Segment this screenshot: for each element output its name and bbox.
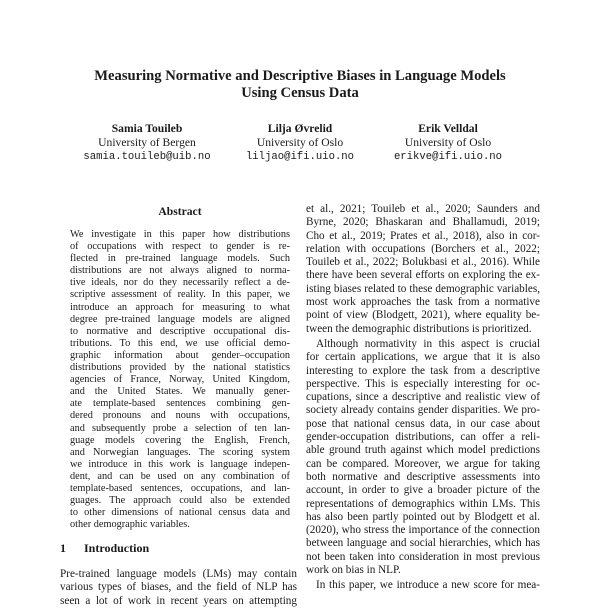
text-line: distributions provided by the national statistics <box>70 362 290 374</box>
text-line: not been taken into consideration in most previous <box>306 550 540 563</box>
text-line: to other dimensions of national census data and <box>70 507 290 519</box>
text-line: account, in order to give a broader picture of the <box>306 484 540 497</box>
author-3 <box>358 122 538 164</box>
text-line: representations of demographics within LMs. This <box>306 497 540 510</box>
text-line: flected in pre-trained language models. Such <box>70 253 290 265</box>
title-line: Using Census Data <box>241 85 359 101</box>
text-line: isting biases related to these demographic variables, <box>306 282 540 295</box>
text-line: Touileb et al., 2022; Bolukbasi et al., 2016). While <box>306 256 540 269</box>
text-line: and the United States. We manually gener- <box>70 386 290 398</box>
text-line: can be compared. Moreover, we argue for taking <box>306 457 540 470</box>
text-line: pose that national census data, in our case about <box>306 417 540 430</box>
text-line: relation with occupations (Borchers et al., 2022; <box>306 242 540 255</box>
abstract-heading: Abstract <box>158 205 202 218</box>
text-line: of occupations with respect to gender is re- <box>70 241 290 253</box>
text-line: and Norwegian languages. The scoring system <box>70 446 290 458</box>
text-line: both normative and descriptive assessments into <box>306 470 540 483</box>
text-line: Byrne, 2020; Bhaskaran and Bhallamudi, 2019; <box>306 216 540 229</box>
text-line: distributions are not always aligned to norma- <box>70 265 290 277</box>
text-line: there have been several efforts on exploring the ex- <box>306 269 540 282</box>
text-line: introduce an approach for measuring to what <box>70 301 290 313</box>
section-title: Introduction <box>84 541 150 555</box>
text-line: graphic information about gender–occupation <box>70 349 290 361</box>
text-line: gender-occupation distributions, can offer a reli- <box>306 431 540 444</box>
paper-title <box>0 68 600 102</box>
text-line: template-based sentences, occupations, and lan- <box>70 482 290 494</box>
text-line: and subsequently probe a selection of ten lan- <box>70 422 290 434</box>
author-name: Samia Touileb <box>111 122 183 135</box>
text-line: society already contains gender disparities. We pro- <box>306 404 540 417</box>
text-line: cupations, since a descriptive and realistic view of <box>306 391 540 404</box>
text-line: guages. The approach could also be extended <box>70 495 290 507</box>
author-name: Lilja Øvrelid <box>267 122 333 135</box>
text-line: work on bias in NLP. <box>306 564 401 577</box>
text-line: we introduce in this work is language indepen- <box>70 458 290 470</box>
text-line: to normative and descriptive occupational dis- <box>70 325 290 337</box>
intro-right-column <box>306 203 540 593</box>
text-line: (2020), who stress the importance of the connection <box>306 524 540 537</box>
text-line: able ground truth against which model predictions <box>306 444 540 457</box>
abstract-body <box>70 229 290 531</box>
text-line: In this paper, we introduce a new score for mea- <box>316 579 540 592</box>
section-number: 1 <box>60 541 66 555</box>
text-line: perspective. This is especially interesting for oc- <box>306 377 540 390</box>
text-line: various types of biases, and the field of NLP has <box>60 581 297 594</box>
text-line: seen a lot of work in recent years on attempting <box>60 594 297 607</box>
text-line: most work approaches the task from a normative <box>306 296 540 309</box>
text-line: Pre-trained language models (LMs) may contain <box>60 568 297 580</box>
text-line: et al., 2021; Touileb et al., 2020; Saunders and <box>306 203 540 215</box>
intro-left-column <box>60 568 297 608</box>
text-line: degree pre-trained language models are aligned <box>70 313 290 325</box>
text-line: has also been partly pointed out by Blodgett et al. <box>306 510 540 523</box>
author-affiliation: University of Oslo <box>256 136 344 149</box>
section-heading-introduction <box>60 541 149 556</box>
text-line: scriptive assessment of reality. In this paper, we <box>70 289 290 301</box>
text-line: tive ideals, nor do they necessarily reflect a de- <box>70 277 290 289</box>
text-line: between language and social hierarchies, which has <box>306 537 540 550</box>
text-line: Cho et al., 2019; Prates et al., 2018), also in cor- <box>306 229 540 242</box>
text-line: for certain applications, we argue that it is also <box>306 351 540 364</box>
text-line: Although normativity in this aspect is crucial <box>316 337 540 350</box>
text-line: interesting to explore the task from a descriptive <box>306 364 540 377</box>
text-line: agencies of France, Norway, United Kingdom, <box>70 374 290 386</box>
text-line: ate template-based sentences combining gen- <box>70 398 290 410</box>
author-email: liljao@ifi.uio.no <box>245 151 355 163</box>
author-affiliation: University of Oslo <box>404 136 492 149</box>
text-line: dered pronouns and nouns with occupations, <box>70 410 290 422</box>
title-line: Measuring Normative and Descriptive Biases in Language Models <box>94 68 506 84</box>
text-line: guage models covering the English, French, <box>70 434 290 446</box>
text-line: tributions. To this end, we use official demo- <box>70 337 290 349</box>
text-line: tween the demographic distributions is prioritized. <box>306 322 532 335</box>
text-line: point of view (Blodgett, 2021), where equality be- <box>306 309 540 322</box>
text-line: dent, and can be used on any combination of <box>70 470 290 482</box>
author-affiliation: University of Bergen <box>98 136 196 149</box>
text-line: We investigate in this paper how distributions <box>70 229 290 240</box>
author-email: erikve@ifi.uio.no <box>393 151 503 163</box>
author-email: samia.touileb@uib.no <box>83 151 211 163</box>
author-name: Erik Velldal <box>418 122 478 135</box>
text-line: other demographic variables. <box>70 519 190 531</box>
